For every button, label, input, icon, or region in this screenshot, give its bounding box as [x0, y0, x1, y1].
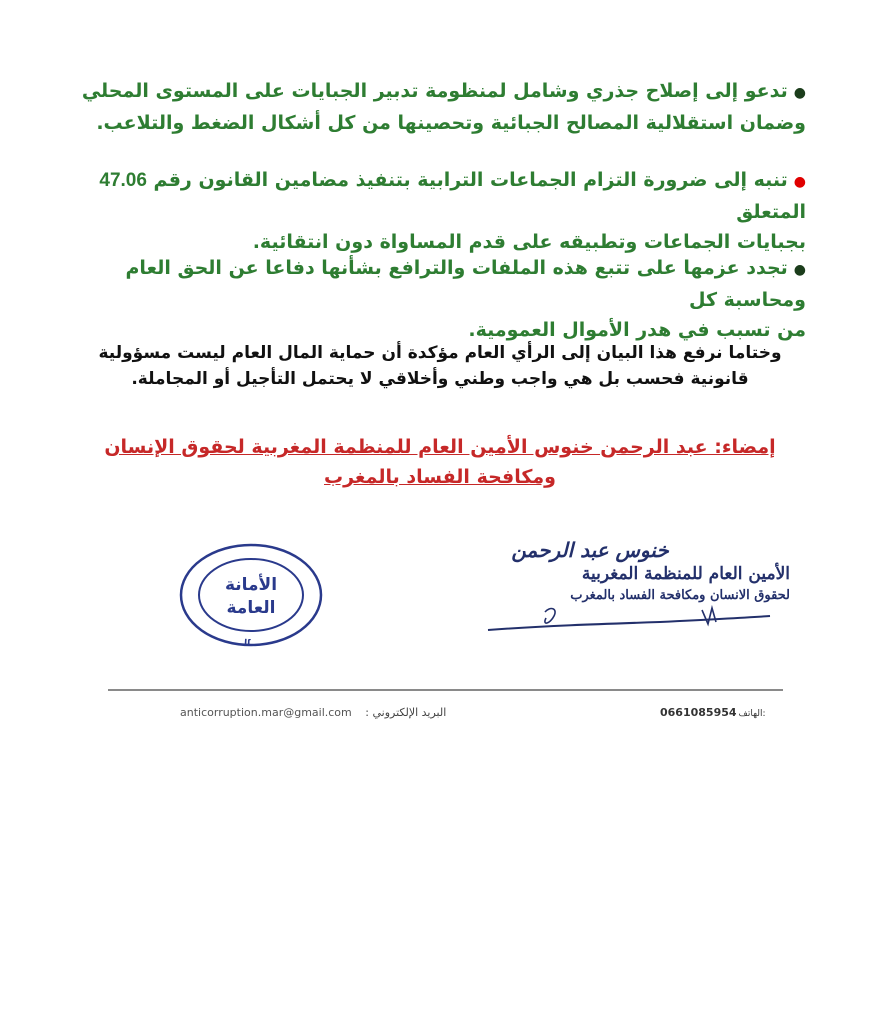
svg-text:المنظمة المغربية لحقوق الإنسان: ال [243, 635, 251, 647]
handwritten-signature [480, 538, 790, 643]
email-value[interactable]: anticorruption.mar@gmail.com [180, 706, 352, 719]
bullet-icon: ● [793, 174, 806, 190]
signatory-name: خنوس عبد الرحمن [511, 538, 669, 562]
paragraph-line: ●تنبه إلى ضرورة التزام الجماعات الترابية بتنفيذ مضامين القانون رقم 47.06 المتعلق [99, 169, 806, 223]
phone-value: 0661085954 [660, 706, 737, 719]
signatory-title-2: لحقوق الانسان ومكافحة الفساد بالمغرب [570, 588, 790, 603]
bullet-paragraph-1 [80, 76, 806, 138]
footer-divider [108, 689, 783, 691]
signature-block [480, 538, 790, 643]
stamp-seal-icon [178, 543, 324, 651]
paragraph-line: ●تدعو إلى إصلاح جذري وشامل لمنظومة تدبير الجبايات على المستوى المحلي [81, 80, 806, 102]
paragraph-line: من تسبب في هدر الأموال العمومية. [468, 319, 806, 341]
email-label: البريد الإلكتروني : [365, 706, 447, 719]
bullet-paragraph-3 [80, 253, 806, 345]
paragraph-line: وضمان استقلالية المصالح الجبائية وتحصينها من كل أشكال الضغط والتلاعب. [96, 112, 806, 134]
svg-text:العامة: العامة [226, 598, 276, 618]
paragraph-line: ●تجدد عزمها على تتبع هذه الملفات والترافع بشأنها دفاعا عن الحق العام ومحاسبة كل [125, 257, 806, 311]
signature-line: إمضاء: عبد الرحمن خنوس الأمين العام للمنظمة المغربية لحقوق الإنسان ومكافحة الفساد بالمغرب [104, 436, 776, 488]
paragraph-line: بجبايات الجماعات وتطبيقه على قدم المساواة دون انتقائية. [252, 231, 806, 253]
signatory-title-1: الأمين العام للمنظمة المغربية [581, 564, 790, 584]
law-number: 47.06 [99, 170, 147, 191]
official-stamp [178, 543, 324, 651]
footer-email [180, 706, 446, 719]
footer-phone [660, 706, 766, 719]
bullet-paragraph-2 [80, 165, 806, 257]
closing-paragraph: وختاما نرفع هذا البيان إلى الرأي العام مؤكدة أن حماية المال العام ليست مسؤولية قانونية فحسب بل هي واجب وطني وأخلاقي لا يحتمل التأجيل أو المجاملة. [98, 343, 782, 389]
svg-text:الأمانة: الأمانة [224, 575, 278, 595]
bullet-icon: ● [793, 85, 806, 101]
phone-label: الهاتف: [738, 709, 766, 719]
bullet-icon: ● [793, 262, 806, 278]
